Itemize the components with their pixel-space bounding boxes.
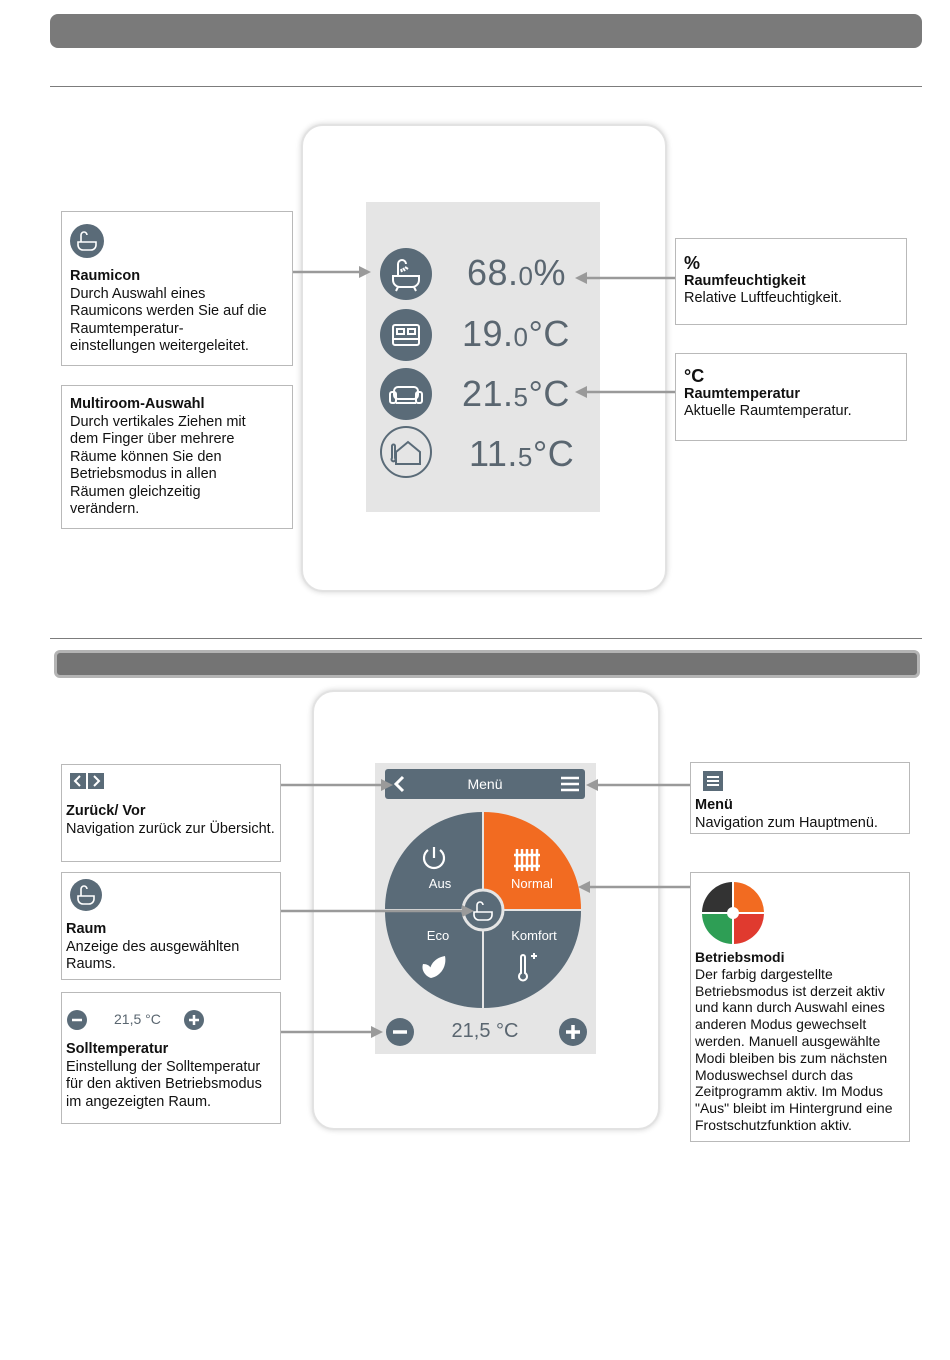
celsius-symbol: °C [684, 366, 705, 386]
percent-symbol: % [684, 253, 701, 273]
callout-raumicon [61, 211, 293, 366]
callout-nav-text: Navigation zurück zur Übersicht. [66, 820, 275, 837]
bedroom-temperature: 19.0°C [462, 313, 570, 354]
callout-setpoint-value: 21,5 °C [114, 1011, 161, 1028]
divider-2 [50, 638, 922, 639]
section-header-bar-2 [54, 650, 920, 678]
callout-raumicon-title: Raumicon [70, 268, 141, 284]
room-icon-bathroom[interactable] [380, 248, 432, 300]
callout-room-title: Raum [66, 921, 107, 937]
callout-setpoint-text: Einstellung der Solltemperatur für den aktiven Betriebsmodus im angezeigten Raum. [66, 1058, 262, 1110]
arrow-menu [584, 777, 690, 793]
callout-modes-title: Betriebsmodi [695, 949, 785, 965]
nav-arrows-icon [70, 773, 276, 789]
setpoint-value: 21,5 °C [451, 1020, 519, 1042]
mode-normal-label: Normal [511, 876, 553, 891]
living-temperature: 21.5°C [462, 373, 570, 414]
arrow-nav [281, 777, 395, 793]
bathroom-icon [70, 224, 104, 258]
hamburger-menu-icon[interactable] [560, 775, 580, 793]
arrow-setpoint [281, 1024, 385, 1040]
plus-icon [183, 1009, 205, 1031]
callout-room [61, 872, 281, 980]
callout-modes [690, 872, 910, 1142]
screen-header-title: Menü [467, 776, 503, 792]
room-icon [70, 879, 102, 911]
section-header-bar-1 [50, 14, 922, 48]
callout-raumicon-text: Durch Auswahl eines Raumicons werden Sie auf die Raumtemperatur- einstellungen weitergeleitet. [70, 285, 267, 354]
callout-room-text: Anzeige des ausgewählten Raums. [66, 938, 240, 972]
screen-header [385, 769, 585, 799]
callout-menu-text: Navigation zum Hauptmenü. [695, 814, 878, 831]
callout-menu [690, 762, 910, 834]
callout-humidity [675, 238, 907, 325]
radiator-icon [514, 849, 540, 871]
plus-button[interactable] [558, 1017, 588, 1047]
callout-multiroom-text: Durch vertikales Ziehen mit dem Finger über mehrere Räume können Sie den Betriebsmodus in allen Räumen gleichzeitig verändern. [70, 413, 246, 517]
callout-humidity-title: Raumfeuchtigkeit [684, 272, 806, 289]
room-icon-bedroom[interactable] [380, 309, 432, 361]
mode-eco-label: Eco [426, 928, 450, 943]
callout-multiroom [61, 385, 293, 529]
callout-humidity-text: Relative Luftfeuchtigkeit. [684, 290, 842, 306]
arrow-raumicon [293, 264, 373, 280]
callout-temperature [675, 353, 907, 441]
outdoor-temperature: 11.5°C [469, 433, 575, 474]
divider-1 [50, 86, 922, 87]
arrow-temperature [573, 384, 675, 400]
room-icon-outdoor[interactable] [380, 426, 432, 478]
minus-icon [66, 1009, 88, 1031]
menu-icon [703, 771, 723, 791]
callout-nav [61, 764, 281, 862]
mode-comfort-label: Komfort [511, 928, 557, 943]
room-icon-living[interactable] [380, 368, 432, 420]
arrow-room [281, 903, 476, 919]
callout-temperature-text: Aktuelle Raumtemperatur. [684, 403, 852, 419]
mode-eco-quadrant[interactable] [385, 911, 482, 1008]
arrow-modes [576, 879, 690, 895]
callout-nav-title: Zurück/ Vor [66, 803, 146, 819]
callout-setpoint-title: Solltemperatur [66, 1041, 169, 1057]
arrow-humidity [573, 270, 675, 286]
callout-multiroom-title: Multiroom-Auswahl [70, 396, 205, 412]
humidity-value: 68.0% [467, 252, 567, 293]
mode-off-label: Aus [428, 876, 452, 891]
callout-modes-text: Der farbig dargestellte Betriebsmodus ist derzeit aktiv und kann durch Auswahl eines anderen Modus gewechselt werden. Manuell ausgewählte Modi bleiben bis zum nächsten Moduswechsel durch das Zeitprogramm aktiv. Im Modus "Aus" bleibt im Hintergrund eine Frostschutzfunktion aktiv. [695, 965, 893, 1133]
mode-off-quadrant[interactable] [385, 812, 482, 909]
mode-comfort-quadrant[interactable] [484, 911, 581, 1008]
mode-dial-icon [701, 881, 765, 945]
callout-setpoint [61, 992, 281, 1124]
callout-menu-title: Menü [695, 797, 733, 813]
minus-button[interactable] [385, 1017, 415, 1047]
callout-temperature-title: Raumtemperatur [684, 385, 801, 402]
